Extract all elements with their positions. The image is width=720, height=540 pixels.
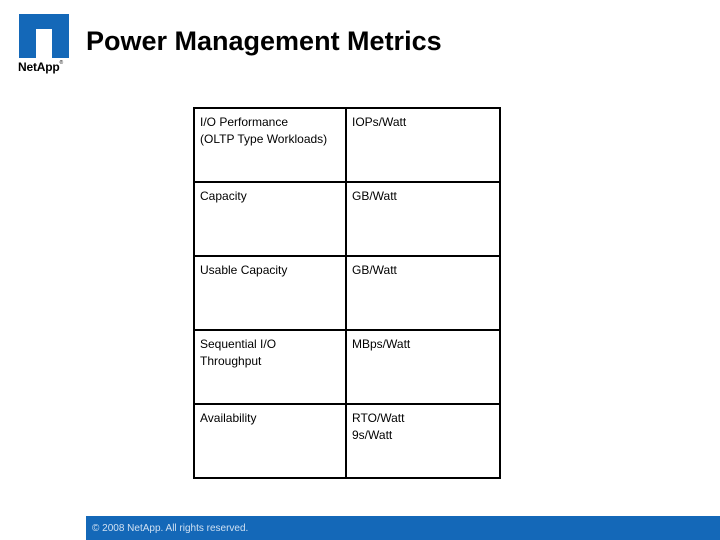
unit-cell: IOPs/Watt	[346, 108, 500, 182]
page-title: Power Management Metrics	[86, 26, 442, 56]
table-row	[194, 182, 500, 256]
metric-cell: Capacity	[194, 182, 346, 256]
table-row	[194, 330, 500, 404]
netapp-logo-icon	[19, 14, 69, 58]
metric-cell: Sequential I/O Throughput	[194, 330, 346, 404]
copyright-text: © 2008 NetApp. All rights reserved.	[92, 523, 249, 534]
metric-cell: I/O Performance (OLTP Type Workloads)	[194, 108, 346, 182]
table-row	[194, 256, 500, 330]
unit-cell: GB/Watt	[346, 182, 500, 256]
metric-cell: Availability	[194, 404, 346, 478]
metrics-table	[193, 107, 501, 479]
unit-cell: MBps/Watt	[346, 330, 500, 404]
table-row	[194, 404, 500, 478]
unit-cell: RTO/Watt 9s/Watt	[346, 404, 500, 478]
unit-cell: GB/Watt	[346, 256, 500, 330]
footer-bar	[86, 516, 720, 540]
netapp-logo	[18, 14, 74, 78]
table-row	[194, 108, 500, 182]
metric-cell: Usable Capacity	[194, 256, 346, 330]
logo-wordmark: NetApp®	[18, 60, 63, 74]
